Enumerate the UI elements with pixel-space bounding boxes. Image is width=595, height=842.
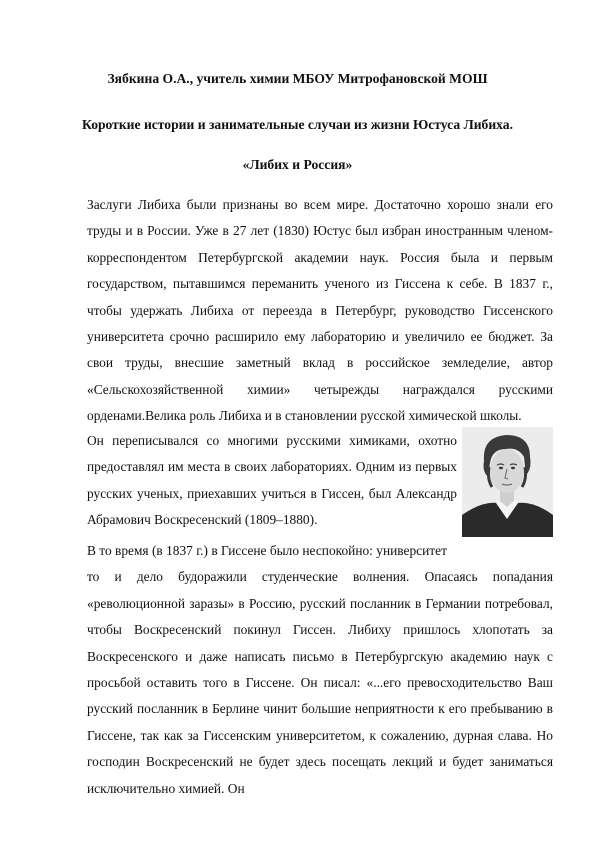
paragraph-voskresensky-first-line: В то время (в 1837 г.) в Гиссене было неспокойно: университет [87, 543, 447, 558]
paragraph-voskresensky [87, 538, 553, 802]
author-line: Зябкина О.А., учитель химии МБОУ Митрофановской МОШ [107, 71, 488, 86]
paragraph-intro: Заслуги Либиха были признаны во всем мире. Достаточно хорошо знали его труды и в России. Уже в 27 лет (1830) Юстус был избран иностранным членом-корреспондентом Петербургской академии наук. Россия была и первым государством, пытавшимся переманить ученого из Гиссена к себе. В 1837 г., чтобы удержать Либиха от переезда в Петербург, руководство Гиссенского университета срочно расширило ему лабораторию и увеличило ее бюджет. За свои труды, внесшие заметный вклад в российское земледелие, автор «Сельскохозяйственной химии» четырежды награждался русскими орденами.Велика роль Либиха и в становлении русской химической школы. [87, 197, 553, 424]
liebig-portrait [462, 427, 553, 537]
section-title: «Либих и Россия» [242, 157, 353, 172]
document-title: Короткие истории и занимательные случаи из жизни Юстуса Либиха. [82, 117, 513, 132]
paragraph-voskresensky-rest: то и дело будоражили студенческие волнения. Опасаясь попадания «революционной заразы» в Россию, русский посланник в Германии потребовал, чтобы Воскресенский покинул Гиссен. Либиху пришлось хлопотать за Воскресенского и даже написать письмо в Петербургскую академию наук с просьбой оставить того в Гиссене. Он писал: «...его превосходительство Ваш русский посланник в Берлине чинит большие неприятности к его пребыванию в Гиссене, так как за Гиссенским университетом, к сожалению, дурная слава. Но господин Воскресенский не будет здесь посещать лекций и будет заниматься исключительно химией. Он [87, 569, 553, 796]
portrait-icon [462, 427, 553, 537]
paragraph-russian-chemists: Он переписывался со многими русскими химиками, охотно предоставлял им места в своих лабораториях. Одним из первых русских ученых, приехавших учиться в Гиссен, был Александр Абрамович Воскресенский (1809–1880). [87, 433, 457, 528]
